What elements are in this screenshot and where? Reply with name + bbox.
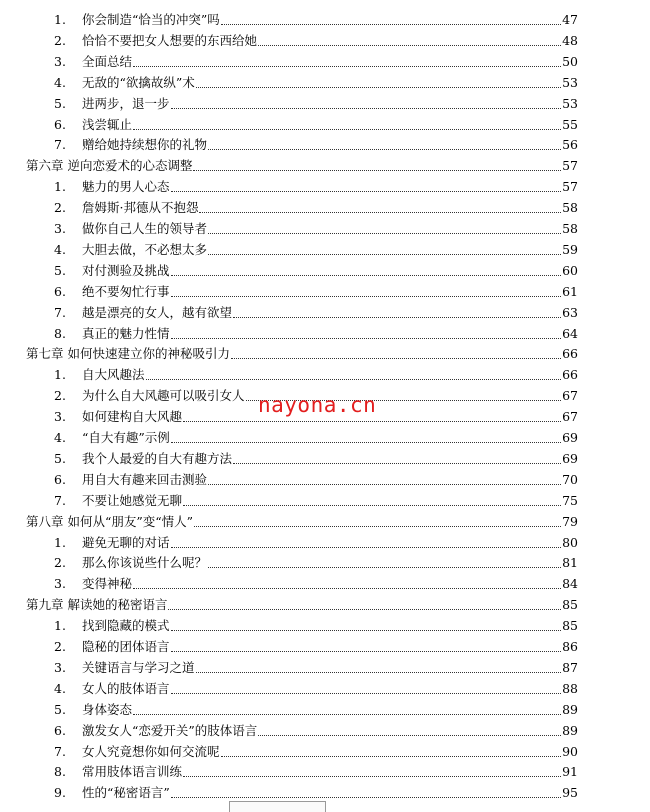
toc-entry[interactable]: [0, 281, 650, 302]
toc-entry-number: 3.: [54, 659, 66, 675]
toc-entry[interactable]: [0, 490, 650, 511]
toc-entry[interactable]: [0, 114, 650, 135]
toc-entry-title: 第七章 如何快速建立你的神秘吸引力: [26, 346, 230, 362]
toc-entry-title: 对付测验及挑战: [82, 262, 170, 278]
toc-page-number: 53: [562, 95, 578, 111]
toc-entry-number: 7.: [54, 137, 66, 153]
toc-entry-number: 3.: [54, 576, 66, 592]
toc-entry-title: 第六章 逆向恋爱术的心态调整: [26, 158, 193, 174]
toc-entry-title: 做你自己人生的领导者: [82, 221, 208, 236]
dot-leader: [233, 448, 561, 464]
dot-leader: [193, 155, 561, 171]
dot-leader: [221, 741, 561, 757]
toc-entry-title: 越是漂亮的女人，越有欲望: [82, 304, 233, 320]
dot-leader: [183, 490, 561, 506]
toc-page-number: 60: [562, 262, 578, 278]
dot-leader: [171, 323, 561, 339]
toc-entry[interactable]: [0, 448, 650, 469]
toc-page-number: 79: [562, 513, 578, 529]
toc-entry-title: 为什么自大风趣可以吸引女人: [82, 388, 245, 404]
toc-page-number: 55: [562, 116, 578, 132]
toc-page-number: 70: [562, 471, 578, 487]
toc-entry-number: 7.: [54, 492, 66, 508]
toc-entry[interactable]: [0, 427, 650, 448]
toc-page-number: 59: [562, 241, 578, 257]
toc-page-number: 80: [562, 534, 578, 550]
watermark-text: nayona.cn: [258, 393, 377, 417]
toc-entry-title: 女人的肢体语言: [82, 680, 170, 696]
toc-entry-title: 魅力的男人心态: [82, 179, 170, 195]
toc-chapter-entry[interactable]: [0, 155, 650, 176]
toc-page-number: 64: [562, 325, 578, 341]
toc-entry-title: 全面总结: [82, 53, 133, 69]
toc-entry[interactable]: [0, 51, 650, 72]
toc-entry-number: 5.: [54, 262, 66, 278]
toc-chapter-entry[interactable]: [0, 511, 650, 532]
toc-entry[interactable]: [0, 552, 650, 573]
dot-leader: [208, 239, 561, 255]
toc-page-number: 90: [562, 743, 578, 759]
toc-entry[interactable]: [0, 615, 650, 636]
dot-leader: [194, 511, 561, 527]
toc-entry-title: “自大有趣”示例: [82, 430, 170, 445]
toc-entry-title: 真正的魅力性情: [82, 325, 170, 341]
toc-entry-number: 4.: [54, 241, 66, 257]
dot-leader: [133, 51, 561, 67]
toc-page-number: 47: [562, 12, 578, 27]
toc-entry[interactable]: [0, 469, 650, 490]
toc-page-number: 81: [562, 555, 578, 571]
toc-entry-number: 3.: [54, 409, 66, 425]
toc-page-number: 56: [562, 137, 578, 153]
toc-entry[interactable]: [0, 197, 650, 218]
dot-leader: [168, 594, 561, 610]
toc-entry[interactable]: [0, 323, 650, 344]
toc-entry-title: 我个人最爱的自大有趣方法: [82, 450, 233, 466]
toc-entry-number: 4.: [54, 680, 66, 696]
dot-leader: [133, 114, 561, 130]
toc-entry[interactable]: [0, 9, 650, 30]
toc-entry-number: 3.: [54, 221, 66, 236]
toc-page-number: 95: [562, 785, 578, 801]
toc-page-number: 87: [562, 659, 578, 675]
toc-page-number: 75: [562, 492, 578, 508]
toc-entry-number: 1.: [54, 367, 66, 383]
dot-leader: [171, 782, 561, 798]
toc-entry-number: 2.: [54, 388, 66, 404]
toc-entry[interactable]: [0, 573, 650, 594]
dot-leader: [208, 552, 561, 568]
toc-page-number: 85: [562, 597, 578, 613]
toc-entry[interactable]: [0, 302, 650, 323]
toc-chapter-entry[interactable]: [0, 343, 650, 364]
toc-entry-title: 不要让她感觉无聊: [82, 492, 183, 508]
toc-entry-number: 5.: [54, 95, 66, 111]
toc-entry-number: 4.: [54, 74, 66, 90]
toc-entry-title: 你会制造“恰当的冲突”吗: [82, 12, 220, 27]
dot-leader: [133, 573, 561, 589]
toc-entry-title: 自大风趣法: [82, 367, 145, 383]
toc-page-number: 66: [562, 346, 578, 362]
toc-entry[interactable]: [0, 218, 650, 239]
toc-entry-number: 9.: [54, 785, 66, 801]
toc-page-number: 50: [562, 53, 578, 69]
toc-page-number: 91: [562, 764, 578, 780]
toc-entry-title: 如何建构自大风趣: [82, 409, 183, 425]
toc-entry-number: 8.: [54, 325, 66, 341]
dot-leader: [171, 615, 561, 631]
toc-entry[interactable]: [0, 761, 650, 782]
toc-entry-title: 第八章 如何从“朋友”变“情人”: [26, 513, 194, 529]
dot-leader: [171, 281, 561, 297]
toc-entry-number: 2.: [54, 555, 66, 571]
toc-entry-title: 女人究竟想你如何交流呢: [82, 743, 220, 759]
dot-leader: [171, 260, 561, 276]
dot-leader: [208, 218, 561, 234]
toc-entry-number: 6.: [54, 471, 66, 487]
toc-entry-title: 绝不要匆忙行事: [82, 283, 170, 299]
toc-entry[interactable]: [0, 30, 650, 51]
toc-entry[interactable]: [0, 657, 650, 678]
toc-entry-number: 1.: [54, 534, 66, 550]
toc-entry-number: 3.: [54, 53, 66, 69]
toc-entry-number: 7.: [54, 743, 66, 759]
dot-leader: [199, 197, 561, 213]
toc-entry-title: 进两步，退一步: [82, 95, 170, 111]
toc-entry[interactable]: [0, 678, 650, 699]
toc-entry-number: 6.: [54, 283, 66, 299]
dot-leader: [171, 427, 561, 443]
toc-entry[interactable]: [0, 239, 650, 260]
toc-entry-number: 8.: [54, 764, 66, 780]
toc-page-number: 69: [562, 430, 578, 445]
dot-leader: [231, 343, 561, 359]
dot-leader: [171, 176, 561, 192]
toc-entry[interactable]: [0, 364, 650, 385]
toc-page-number: 63: [562, 304, 578, 320]
toc-entry-number: 1.: [54, 12, 66, 27]
dot-leader: [171, 93, 561, 109]
toc-page-number: 48: [562, 32, 578, 48]
dot-leader: [208, 134, 561, 150]
toc-entry-number: 1.: [54, 179, 66, 195]
toc-page-number: 89: [562, 722, 578, 738]
toc-page-number: 86: [562, 639, 578, 654]
dot-leader: [258, 30, 561, 46]
toc-entry-number: 2.: [54, 32, 66, 48]
toc-page-number: 53: [562, 74, 578, 90]
dot-leader: [183, 761, 561, 777]
toc-entry-number: 5.: [54, 701, 66, 717]
toc-page-number: 66: [562, 367, 578, 383]
toc-entry-title: 身体姿态: [82, 701, 133, 717]
toc-entry-title: 性的“秘密语言”: [82, 785, 170, 801]
toc-entry[interactable]: [0, 532, 650, 553]
toc-page-number: 84: [562, 576, 578, 592]
dot-leader: [196, 657, 561, 673]
toc-entry[interactable]: [0, 699, 650, 720]
toc-entry-title: 无敌的“欲擒故纵”术: [82, 74, 195, 90]
toc-entry-title: 那么你该说些什么呢？: [82, 555, 208, 571]
toc-page-number: 58: [562, 221, 578, 236]
toc-page-number: 85: [562, 618, 578, 634]
dot-leader: [133, 699, 561, 715]
toc-chapter-entry[interactable]: [0, 594, 650, 615]
toc-entry[interactable]: [0, 741, 650, 762]
toc-entry-title: 找到隐藏的模式: [82, 618, 170, 634]
toc-entry-title: 常用肢体语言训练: [82, 764, 183, 780]
toc-entry-number: 6.: [54, 722, 66, 738]
toc-entry[interactable]: [0, 93, 650, 114]
dot-leader: [208, 469, 561, 485]
toc-entry-title: 激发女人“恋爱开关”的肢体语言: [82, 722, 258, 738]
toc-entry[interactable]: [0, 636, 650, 657]
toc-entry-title: 詹姆斯·邦德从不抱怨: [82, 200, 199, 216]
toc-entry-title: 变得神秘: [82, 576, 133, 592]
dot-leader: [146, 364, 561, 380]
toc-entry-number: 4.: [54, 430, 66, 445]
toc-entry-title: 浅尝辄止: [82, 116, 133, 132]
toc-entry-title: 隐秘的团体语言: [82, 639, 170, 654]
toc-page-number: 57: [562, 158, 578, 174]
toc-page-number: 61: [562, 283, 578, 299]
dot-leader: [221, 9, 561, 25]
toc-page-number: 69: [562, 450, 578, 466]
dot-leader: [171, 532, 561, 548]
toc-entry[interactable]: [0, 260, 650, 281]
toc-entry-number: 7.: [54, 304, 66, 320]
toc-entry-title: 赠给她持续想你的礼物: [82, 137, 208, 153]
toc-entry-title: 大胆去做，不必想太多: [82, 241, 208, 257]
toc-page-number: 57: [562, 179, 578, 195]
toc-entry-number: 1.: [54, 618, 66, 634]
toc-page-number: 89: [562, 701, 578, 717]
dot-leader: [233, 302, 561, 318]
toc-page-number: 88: [562, 680, 578, 696]
toc-entry[interactable]: [0, 720, 650, 741]
toc-page-number: 67: [562, 388, 578, 404]
dot-leader: [196, 72, 561, 88]
toc-entry[interactable]: [0, 176, 650, 197]
toc-entry-number: 6.: [54, 116, 66, 132]
toc-page-number: 58: [562, 200, 578, 216]
toc-page-number: 67: [562, 409, 578, 425]
toc-entry-title: 用自大有趣来回击测验: [82, 471, 208, 487]
toc-entry-number: 5.: [54, 450, 66, 466]
toc-entry-title: 恰恰不要把女人想要的东西给她: [82, 32, 258, 48]
toc-entry-title: 避免无聊的对话: [82, 534, 170, 550]
toc-entry[interactable]: [0, 134, 650, 155]
dot-leader: [171, 636, 561, 652]
dot-leader: [258, 720, 561, 736]
toc-entry[interactable]: [0, 72, 650, 93]
toc-entry-title: 第九章 解读她的秘密语言: [26, 597, 168, 613]
toc-entry-title: 关键语言与学习之道: [82, 659, 195, 675]
toc-entry-number: 2.: [54, 200, 66, 216]
dot-leader: [171, 678, 561, 694]
toc-entry-number: 2.: [54, 639, 66, 654]
